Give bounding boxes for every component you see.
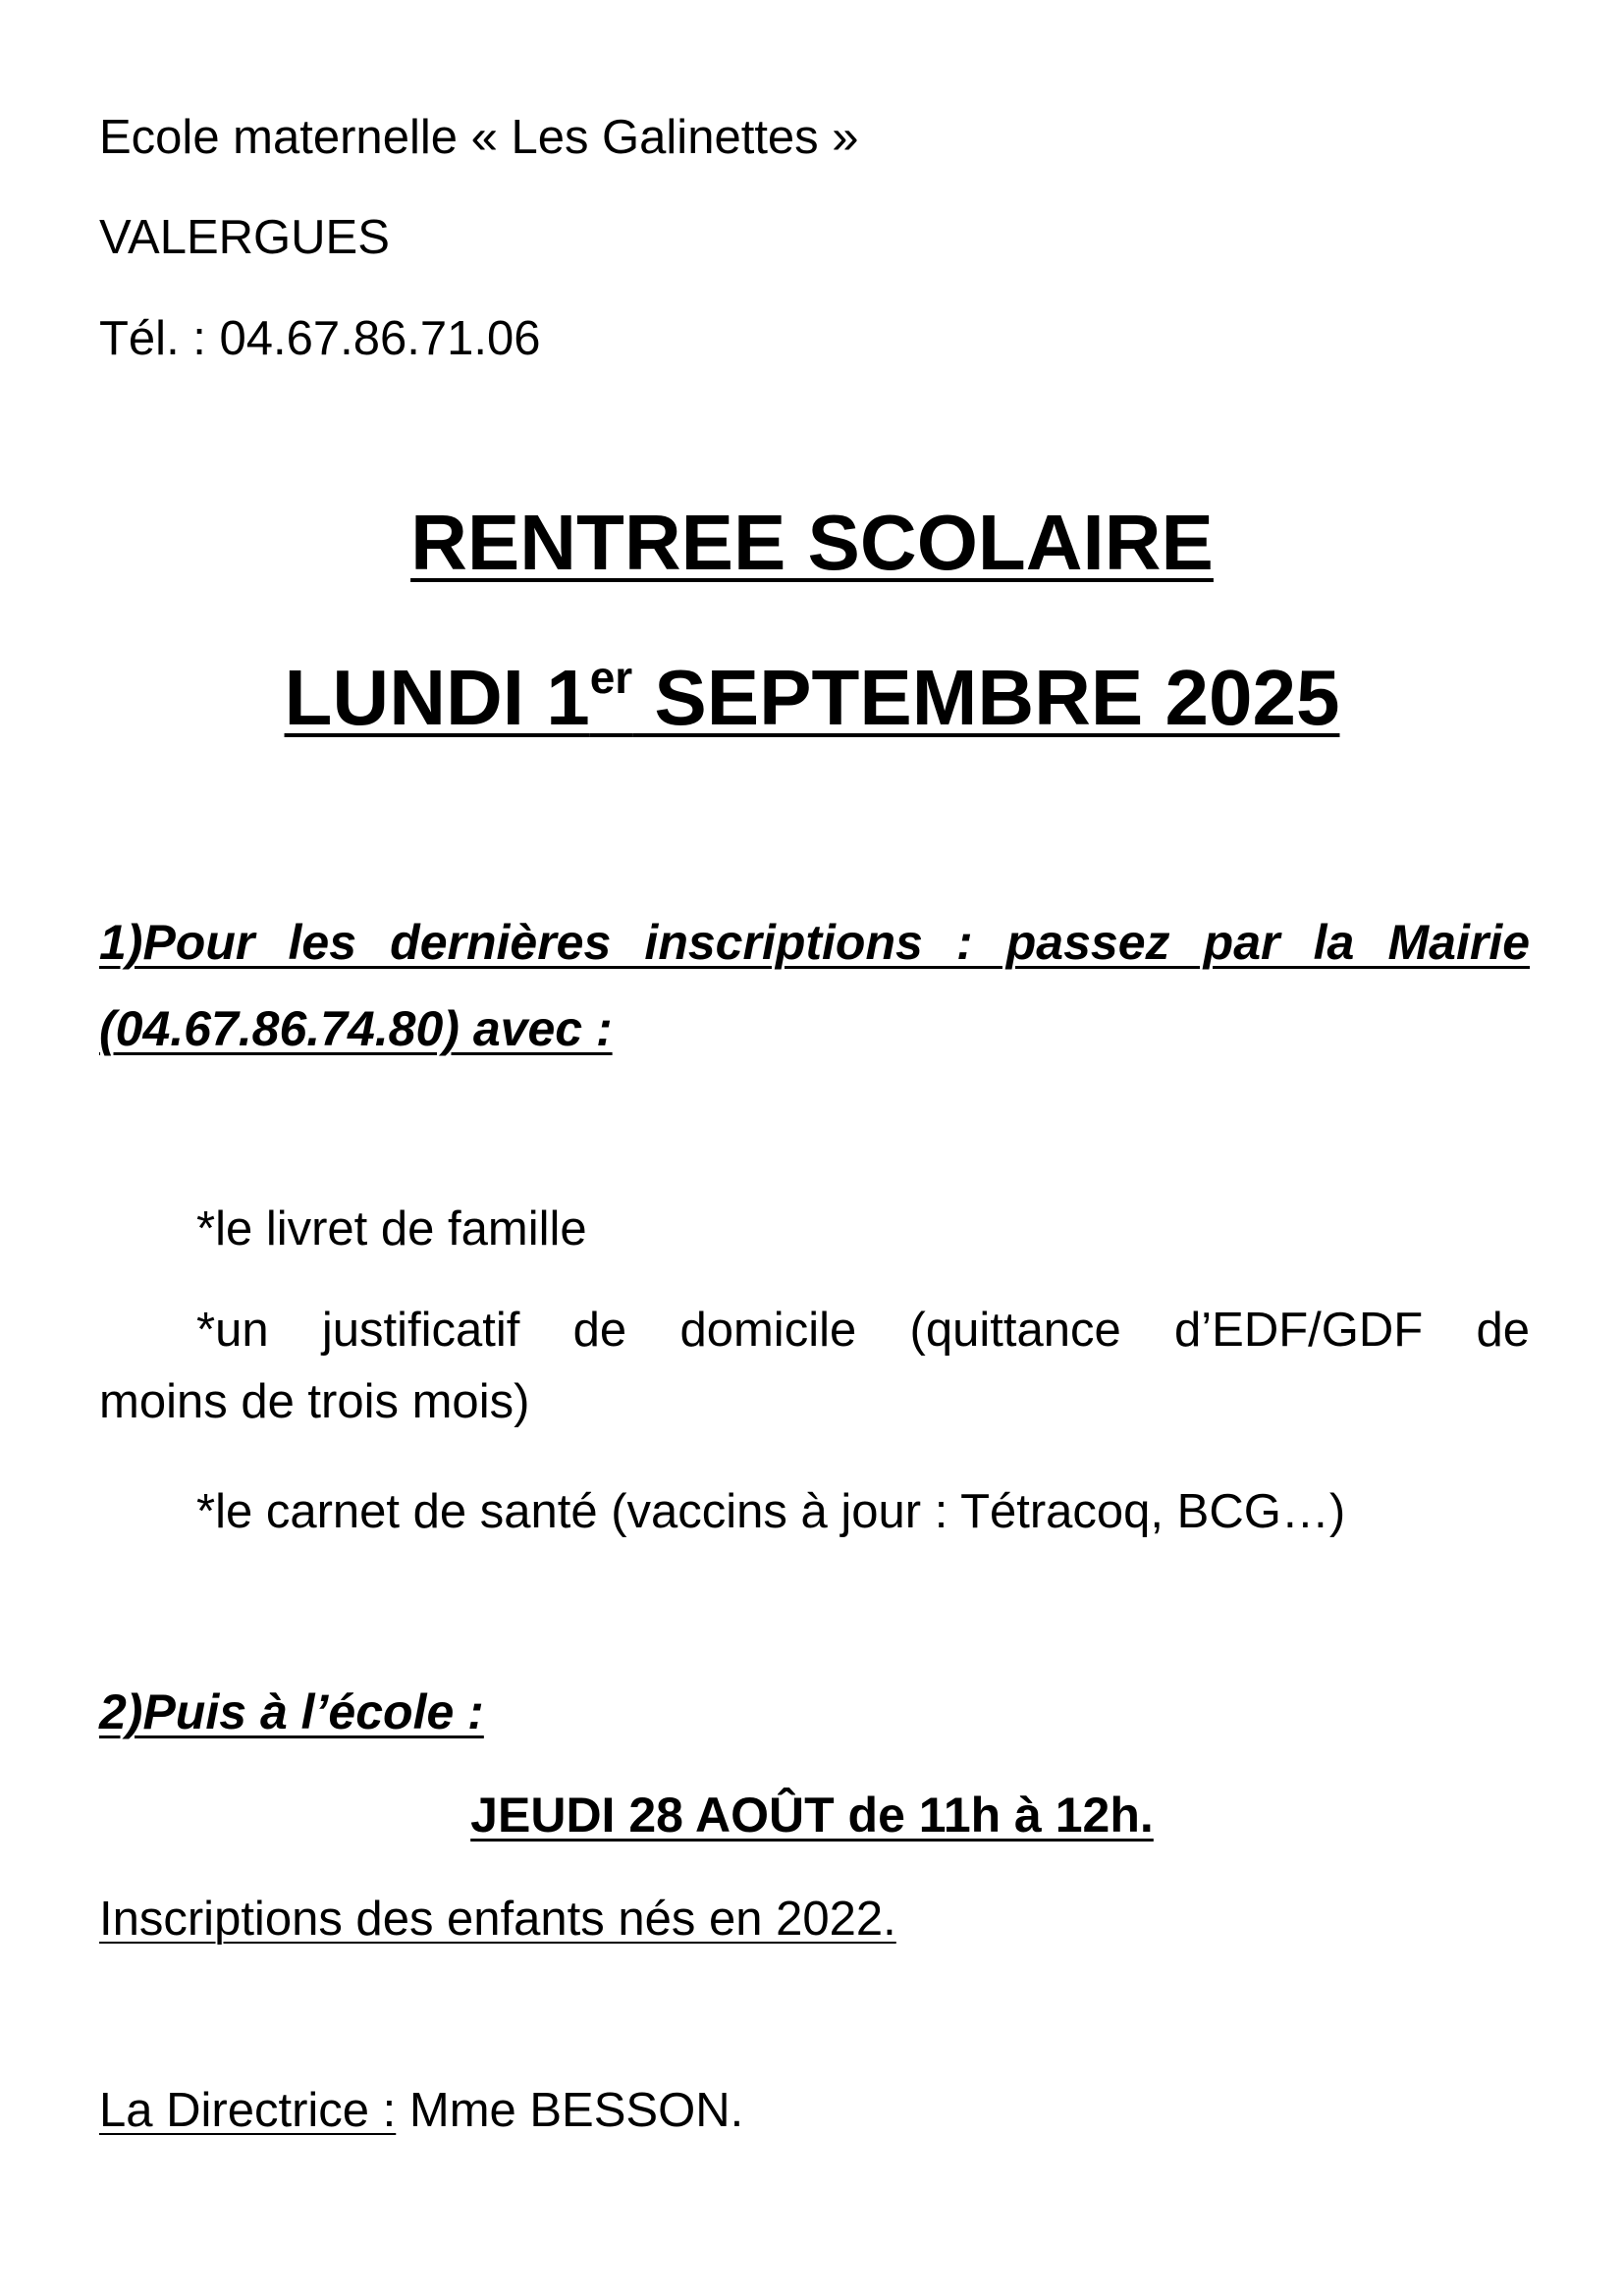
title-date-month-year: SEPTEMBRE 2025	[632, 654, 1340, 741]
signature-line	[99, 2081, 743, 2140]
signature-name: Mme BESSON.	[396, 2084, 744, 2137]
title-date	[285, 654, 1340, 741]
title-date-ordinal: er	[589, 652, 633, 703]
document-item-livret-famille: *le livret de famille	[196, 1202, 587, 1255]
signature-label: La Directrice :	[99, 2084, 397, 2137]
section-2-heading: 2)Puis à l’école :	[99, 1684, 484, 1739]
section-1-heading-line-2: (04.67.86.74.80) avec :	[99, 1001, 613, 1056]
school-registration-date	[0, 1784, 1624, 1846]
title-rentree-scolaire: RENTREE SCOLAIRE	[410, 499, 1214, 586]
school-name: Ecole maternelle « Les Galinettes »	[99, 111, 859, 164]
section-1-heading-line-1: 1)Pour les dernières inscriptions : passez par la Mairie	[99, 915, 1530, 970]
school-registration-date-text: JEUDI 28 AOÛT de 11h à 12h.	[470, 1788, 1154, 1842]
title-date-day: LUNDI 1	[284, 654, 590, 741]
justificatif-line-2: moins de trois mois)	[99, 1375, 530, 1428]
registration-note	[99, 1890, 896, 1949]
registration-note-text: Inscriptions des enfants nés en 2022.	[99, 1893, 896, 1946]
town-name: VALERGUES	[99, 211, 390, 264]
school-phone: Tél. : 04.67.86.71.06	[99, 312, 541, 365]
document-item-carnet-sante: *le carnet de santé (vaccins à jour : Tétracoq, BCG…)	[196, 1485, 1346, 1538]
document-item-justificatif-domicile	[99, 1301, 1530, 1431]
justificatif-line-1: *un justificatif de domicile (quittance d’EDF/GDF de	[196, 1304, 1530, 1357]
title-line-1	[0, 496, 1624, 590]
title-line-2	[0, 651, 1624, 745]
